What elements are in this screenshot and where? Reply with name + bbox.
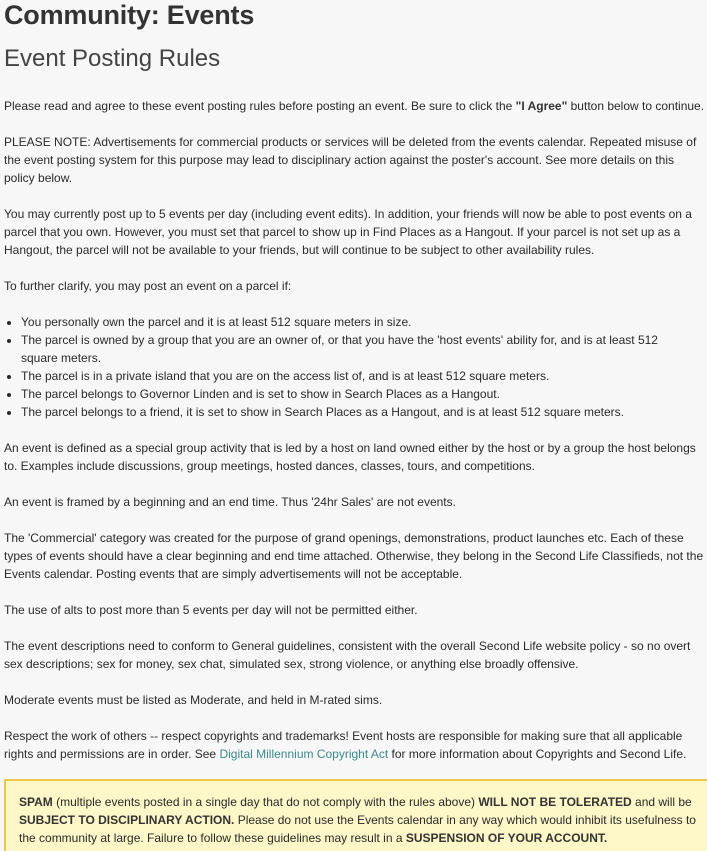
clarify-paragraph: To further clarify, you may post an event on a parcel if: — [4, 279, 292, 293]
spam-label: SPAM — [19, 795, 53, 809]
not-tolerated-label: WILL NOT BE TOLERATED — [478, 795, 632, 809]
list-item: • The parcel is owned by a group that you are an owner of, or that you have the 'host events' ability for, and is at least 512 square meters. — [21, 331, 707, 367]
list-item: • The parcel belongs to a friend, it is set to show in Search Places as a Hangout, and is at least 512 square meters. — [21, 403, 707, 421]
parcel-rules-list — [4, 313, 707, 421]
i-agree-label: "I Agree" — [515, 99, 568, 113]
disciplinary-label: SUBJECT TO DISCIPLINARY ACTION. — [19, 813, 235, 827]
dmca-link[interactable]: Digital Millennium Copyright Act — [219, 747, 389, 761]
respect-text-before: Respect the work of others -- respect copyrights and trademarks! Event hosts are responsible for making sure that all applicable rights and permissions are in order. See — [4, 729, 683, 761]
moderate-paragraph: Moderate events must be listed as Moderate, and held in M-rated sims. — [4, 693, 383, 707]
commercial-category-paragraph: The 'Commercial' category was created for the purpose of grand openings, demonstrations, product launches etc. Each of these types of events should have a clear beginning and end time attached. Otherwise, they belong in the Second Life Classifieds, not the Events calendar. Posting events that are simply advertisements will not be acceptable. — [4, 531, 704, 581]
intro-paragraph — [4, 97, 707, 115]
rules-content — [4, 97, 707, 781]
event-limit-paragraph: You may currently post up to 5 events per day (including event edits). In addition, your friends will now be able to post events on a parcel that you own. However, you must set that parcel to show up in Find Places as a Hangout. If your parcel is not set up as a Hangout, the parcel will not be available to your friends, but will continue to be subject to other availability rules. — [4, 207, 692, 257]
intro-text-after: button below to continue. — [567, 99, 705, 113]
event-framed-paragraph: An event is framed by a beginning and an end time. Thus '24hr Sales' are not events. — [4, 495, 456, 509]
respect-paragraph — [4, 727, 707, 763]
list-item: • You personally own the parcel and it is at least 512 square meters in size. — [21, 313, 707, 331]
list-item: • The parcel belongs to Governor Linden and is set to show in Search Places as a Hangout. — [21, 385, 707, 403]
respect-text-after: for more information about Copyrights and Second Life. — [388, 747, 687, 761]
spam-text-1: (multiple events posted in a single day that do not comply with the rules above) — [52, 795, 479, 809]
page-subtitle: Event Posting Rules — [4, 45, 221, 72]
alts-paragraph: The use of alts to post more than 5 events per day will not be permitted either. — [4, 603, 418, 617]
spam-text-2: and will be — [631, 795, 692, 809]
spam-warning-box — [4, 779, 707, 851]
please-note-paragraph: PLEASE NOTE: Advertisements for commercial products or services will be deleted from the events calendar. Repeated misuse of the event posting system for this purpose may lead to disciplinary action against the poster's account. See more details on this policy below. — [4, 135, 697, 185]
spam-text-3: Please do not use the Events calendar in any way which would inhibit its usefulness to the community at large. Failure to follow these guidelines may result in a — [19, 813, 696, 845]
descriptions-paragraph: The event descriptions need to conform to General guidelines, consistent with the overall Second Life website policy - so no overt sex descriptions; sex for money, sex chat, simulated sex, strong violence, or anything else broadly offensive. — [4, 639, 691, 671]
intro-text-before: Please read and agree to these event posting rules before posting an event. Be sure to click the — [4, 99, 516, 113]
suspension-label: SUSPENSION OF YOUR ACCOUNT. — [405, 831, 608, 845]
page-title: Community: Events — [4, 0, 255, 30]
event-definition-paragraph: An event is defined as a special group activity that is led by a host on land owned either by the host or by a group the host belongs to. Examples include discussions, group meetings, hosted dances, classes, tours, and competitions. — [4, 441, 696, 473]
list-item: • The parcel is in a private island that you are on the access list of, and is at least 512 square meters. — [21, 367, 707, 385]
